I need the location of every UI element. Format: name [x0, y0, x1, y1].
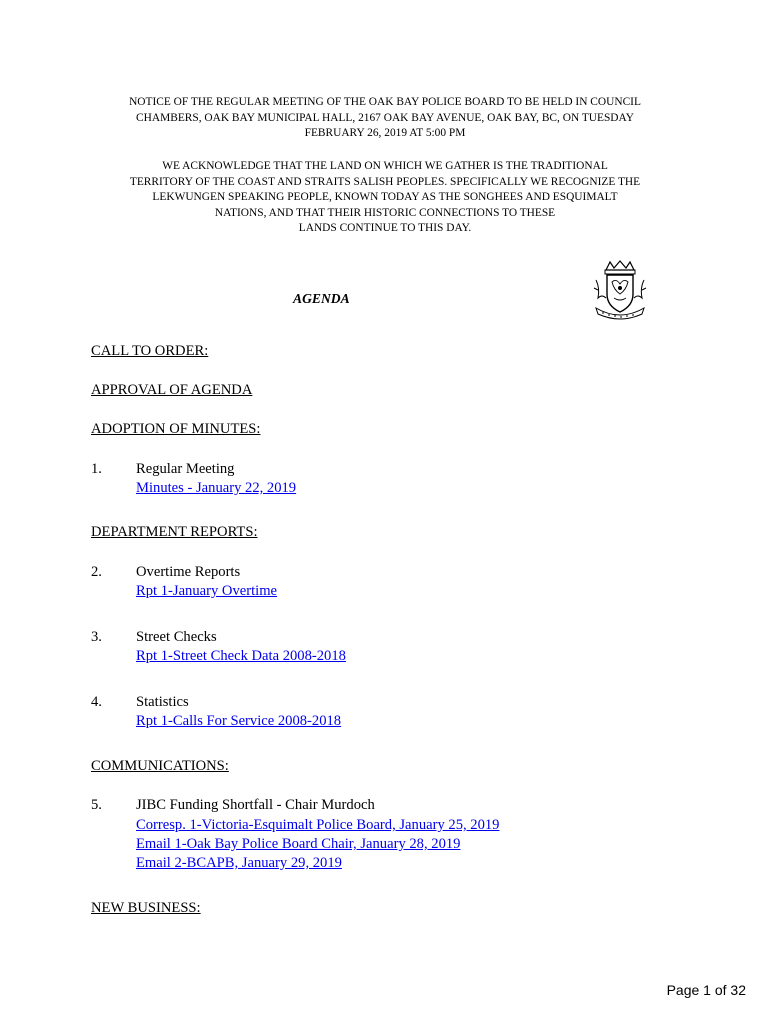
- section-department-reports: DEPARTMENT REPORTS:: [91, 524, 258, 540]
- item-title: Statistics: [136, 694, 189, 710]
- acknowledgement-line: LEKWUNGEN SPEAKING PEOPLE, KNOWN TODAY AS THE SONGHEES AND ESQUIMALT: [152, 191, 618, 204]
- section-adoption-of-minutes: ADOPTION OF MINUTES:: [91, 421, 261, 437]
- meeting-notice: [92, 95, 678, 142]
- overtime-report-link[interactable]: Rpt 1-January Overtime: [136, 583, 278, 599]
- item-number: 2.: [91, 564, 102, 580]
- acknowledgement-line: WE ACKNOWLEDGE THAT THE LAND ON WHICH WE GATHER IS THE TRADITIONAL: [162, 160, 608, 172]
- agenda-heading: AGENDA: [293, 291, 350, 306]
- email-link[interactable]: Email 1-Oak Bay Police Board Chair, January 28, 2019: [136, 836, 461, 852]
- item-number: 1.: [91, 461, 102, 477]
- calls-for-service-report-link[interactable]: Rpt 1-Calls For Service 2008-2018: [136, 713, 342, 729]
- notice-line: NOTICE OF THE REGULAR MEETING OF THE OAK BAY POLICE BOARD TO BE HELD IN COUNCIL: [129, 96, 641, 108]
- section-call-to-order: CALL TO ORDER:: [91, 343, 209, 359]
- minutes-link[interactable]: Minutes - January 22, 2019: [136, 480, 297, 496]
- notice-line: CHAMBERS, OAK BAY MUNICIPAL HALL, 2167 OAK BAY AVENUE, OAK BAY, BC, ON TUESDAY: [136, 111, 634, 124]
- section-new-business: NEW BUSINESS:: [91, 900, 201, 916]
- page-number: Page 1 of 32: [666, 982, 746, 998]
- item-number: 3.: [91, 629, 102, 645]
- item-title: Overtime Reports: [136, 564, 241, 580]
- item-number: 5.: [91, 797, 102, 813]
- section-approval-of-agenda: APPROVAL OF AGENDA: [91, 382, 253, 398]
- notice-line: FEBRUARY 26, 2019 AT 5:00 PM: [304, 127, 466, 140]
- item-title: Street Checks: [136, 629, 217, 645]
- acknowledgement-line: TERRITORY OF THE COAST AND STRAITS SALISH PEOPLES. SPECIFICALLY WE RECOGNIZE THE: [129, 175, 641, 188]
- item-title: JIBC Funding Shortfall - Chair Murdoch: [136, 797, 375, 813]
- land-acknowledgement: [92, 159, 678, 237]
- item-number: 4.: [91, 694, 102, 710]
- email-link[interactable]: Email 2-BCAPB, January 29, 2019: [136, 855, 342, 871]
- correspondence-link[interactable]: Corresp. 1-Victoria-Esquimalt Police Board, January 25, 2019: [136, 817, 500, 833]
- street-check-report-link[interactable]: Rpt 1-Street Check Data 2008-2018: [136, 648, 346, 664]
- acknowledgement-line: NATIONS, AND THAT THEIR HISTORIC CONNECTIONS TO THESE: [214, 206, 556, 219]
- oak-bay-crest-icon: [588, 258, 652, 322]
- acknowledgement-line: LANDS CONTINUE TO THIS DAY.: [298, 222, 472, 235]
- item-title: Regular Meeting: [136, 461, 235, 477]
- section-communications: COMMUNICATIONS:: [91, 758, 229, 774]
